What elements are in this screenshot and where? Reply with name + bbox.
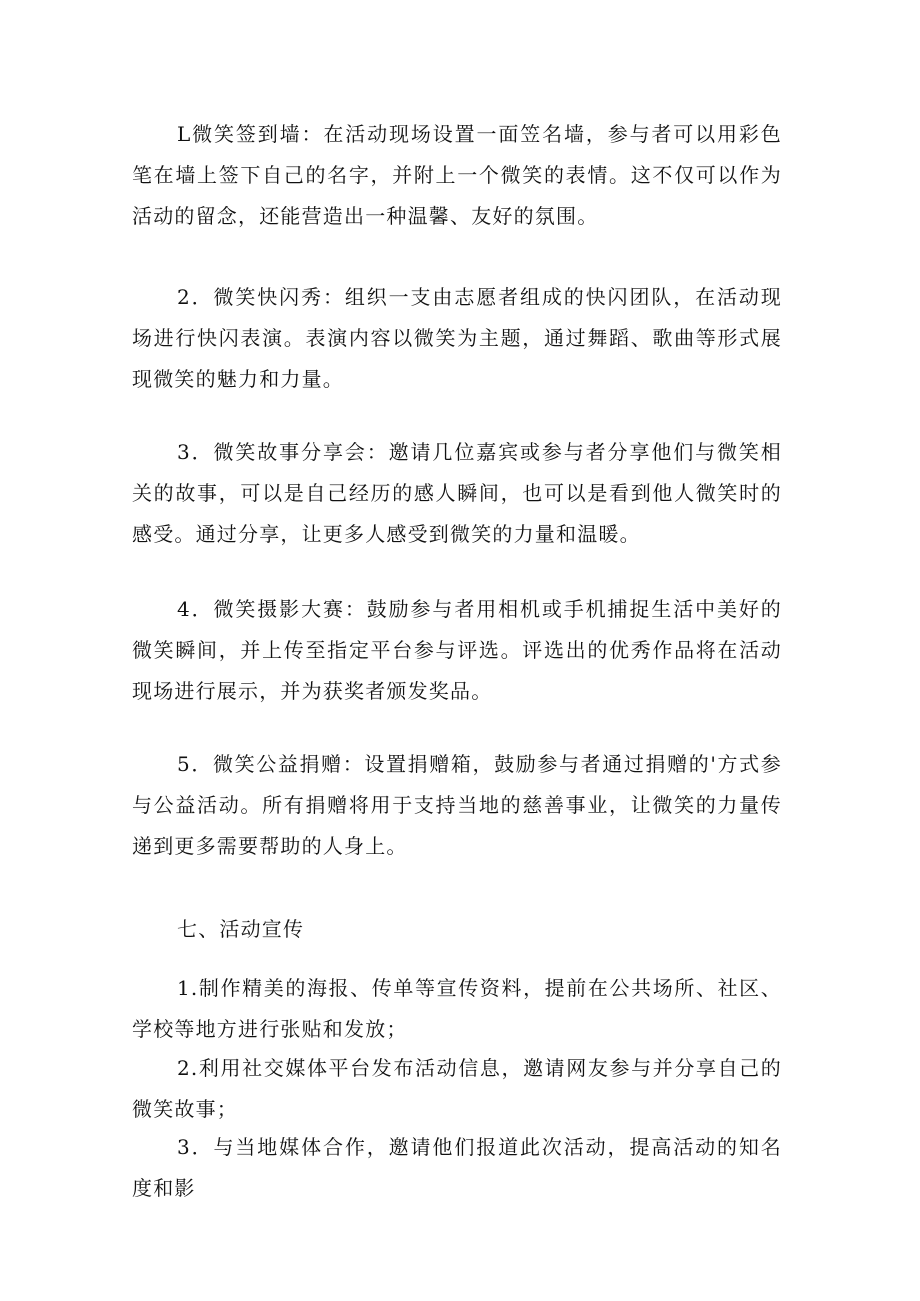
promo-item-local-media: 3．与当地媒体合作，邀请他们报道此次活动，提高活动的知名度和影 [132,1135,782,1200]
paragraph-smile-story-share: 3．微笑故事分享会：邀请几位嘉宾或参与者分享他们与微笑相关的故事，可以是自己经历的感人瞬间，也可以是看到他人微笑时的感受。通过分享，让更多人感受到微笑的力量和温暖。 [132,440,782,546]
section-heading: 七、活动宣传 [177,917,305,941]
promo-item-posters: 1.制作精美的海报、传单等宣传资料，提前在公共场所、社区、学校等地方进行张贴和发放； [132,976,782,1041]
promo-item-social-media: 2.利用社交媒体平台发布活动信息，邀请网友参与并分享自己的微笑故事； [132,1056,782,1121]
paragraph-smile-charity: 5．微笑公益捐赠：设置捐赠箱，鼓励参与者通过捐赠的'方式参与公益活动。所有捐赠将用于支持当地的慈善事业，让微笑的力量传递到更多需要帮助的人身上。 [132,752,782,858]
paragraph-smile-sign-wall: L微笑签到墙：在活动现场设置一面笠名墙，参与者可以用彩色笔在墙上签下自己的名字，并附上一个微笑的表情。这不仅可以作为活动的留念，还能营造出一种温馨、友好的氛围。 [132,122,782,228]
paragraph-smile-flash-show: 2．微笑快闪秀：组织一支由志愿者组成的快闪团队，在活动现场进行快闪表演。表演内容以微笑为主题，通过舞蹈、歌曲等形式展现微笑的魅力和力量。 [132,285,782,391]
paragraph-smile-photo-contest: 4．微笑摄影大赛：鼓励参与者用相机或手机捕捉生活中美好的微笑瞬间，并上传至指定平台参与评选。评选出的优秀作品将在活动现场进行展示，并为获奖者颁发奖品。 [132,597,782,703]
